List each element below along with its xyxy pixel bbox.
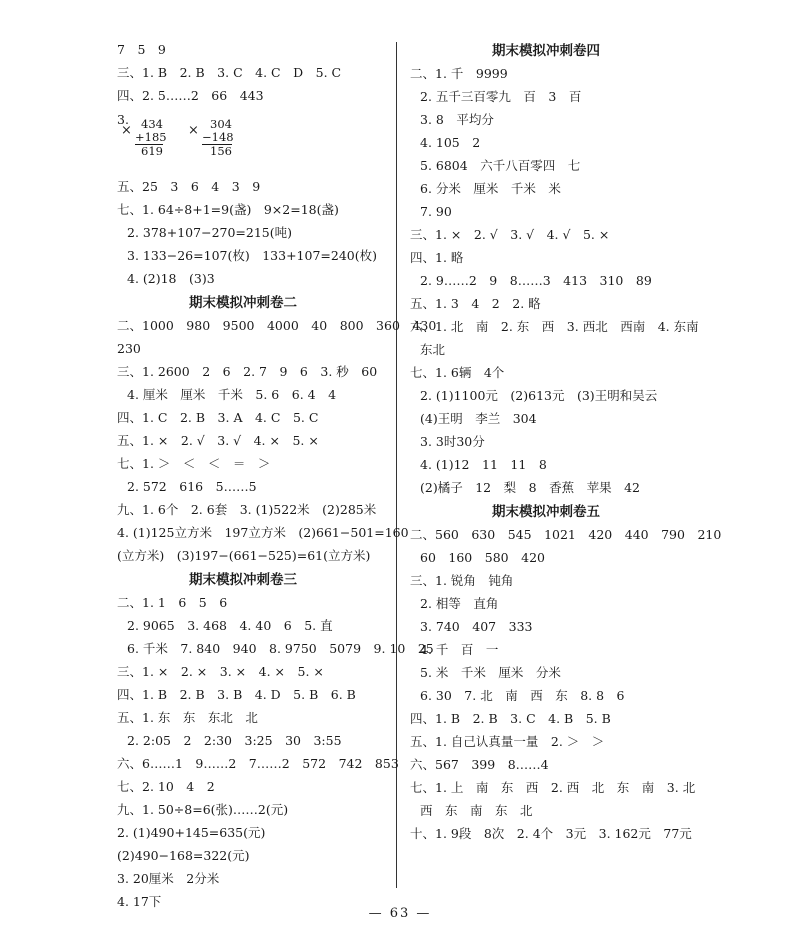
answer-line: 九、1. 50÷8=6(张)……2(元) bbox=[117, 802, 289, 817]
answer-line: 3. 8 平均分 bbox=[420, 112, 494, 127]
calc-sign: × bbox=[188, 123, 199, 138]
answer-line: 3. 133−26=107(枚) 133+107=240(枚) bbox=[127, 248, 378, 263]
answer-line: 2. 相等 直角 bbox=[420, 596, 499, 611]
answer-line: 2. 9065 3. 468 4. 40 6 5. 直 bbox=[127, 618, 333, 633]
answer-line: (立方米) (3)197−(661−525)=61(立方米) bbox=[117, 548, 371, 563]
answer-line: 东北 bbox=[420, 342, 446, 357]
calc-result: 156 bbox=[202, 144, 232, 158]
answer-line: 3. 20厘米 2分米 bbox=[117, 871, 220, 886]
answer-line: 4. 105 2 bbox=[420, 135, 481, 150]
answer-line: 四、1. 略 bbox=[410, 250, 464, 265]
section-title: 期末模拟冲刺卷二 bbox=[189, 295, 297, 311]
answer-line: 三、1. 2600 2 6 2. 7 9 6 3. 秒 60 bbox=[117, 364, 378, 379]
answer-line: 九、1. 6个 2. 6套 3. (1)522米 (2)285米 bbox=[117, 502, 377, 517]
answer-line: 4. (1)12 11 11 8 bbox=[420, 457, 547, 472]
answer-line: 3. 3时30分 bbox=[420, 434, 485, 449]
answer-line: 五、1. 3 4 2 2. 略 bbox=[410, 296, 541, 311]
answer-line: 四、1. B 2. B 3. C 4. B 5. B bbox=[410, 711, 611, 726]
answer-line: 二、1. 1 6 5 6 bbox=[117, 595, 228, 610]
answer-line: 6. 30 7. 北 南 西 东 8. 8 6 bbox=[420, 688, 625, 703]
answer-line: 2. 2:05 2 2:30 3:25 30 3:55 bbox=[127, 733, 342, 748]
calc-operand: +185 bbox=[135, 130, 167, 144]
answer-line: 4. 千 百 一 bbox=[420, 642, 499, 657]
answer-line: 五、1. 自己认真量一量 2. ＞ ＞ bbox=[410, 734, 605, 749]
answer-line: 230 bbox=[117, 341, 141, 356]
answer-line: 2. 9……2 9 8……3 413 310 89 bbox=[420, 273, 652, 288]
answer-line: 2. 五千三百零九 百 3 百 bbox=[420, 89, 582, 104]
answer-line: 7. 90 bbox=[420, 204, 452, 219]
answer-line: 二、1. 千 9999 bbox=[410, 66, 508, 81]
answer-line: 二、560 630 545 1021 420 440 790 210 bbox=[410, 527, 722, 542]
answer-line: 5. 6804 六千八百零四 七 bbox=[420, 158, 581, 173]
section-title: 期末模拟冲刺卷四 bbox=[492, 43, 600, 59]
answer-line: 七、1. ＞ ＜ ＜ ＝ ＞ bbox=[117, 456, 271, 471]
vertical-calculation-2 bbox=[188, 117, 234, 158]
answer-line: (2)橘子 12 梨 8 香蕉 苹果 42 bbox=[420, 480, 640, 495]
answer-line: (2)490−168=322(元) bbox=[117, 848, 250, 863]
answer-line: 西 东 南 东 北 bbox=[420, 803, 533, 818]
answer-line: 五、25 3 6 4 3 9 bbox=[117, 179, 261, 194]
answer-line: 2. (1)1100元 (2)613元 (3)王明和吴云 bbox=[420, 388, 658, 403]
answer-line: 3. 740 407 333 bbox=[420, 619, 533, 634]
answer-line: 七、1. 64÷8+1=9(盏) 9×2=18(盏) bbox=[117, 202, 339, 217]
page-number: — 63 — bbox=[368, 906, 432, 921]
answer-line: 60 160 580 420 bbox=[420, 550, 545, 565]
answer-line: 4. 厘米 厘米 千米 5. 6 6. 4 4 bbox=[127, 387, 337, 402]
section-title: 期末模拟冲刺卷五 bbox=[492, 504, 600, 520]
answer-line: 四、1. C 2. B 3. A 4. C 5. C bbox=[117, 410, 319, 425]
answer-line: 2. 572 616 5……5 bbox=[127, 479, 257, 494]
calc-result: 619 bbox=[135, 144, 163, 158]
calc-operand: −148 bbox=[202, 130, 234, 144]
answer-line: 2. (1)490+145=635(元) bbox=[117, 825, 266, 840]
answer-line: 三、1. 锐角 钝角 bbox=[410, 573, 514, 588]
answer-line: 4. 17下 bbox=[117, 894, 162, 909]
answer-line: 十、1. 9段 8次 2. 4个 3元 3. 162元 77元 bbox=[410, 826, 692, 841]
answer-line: 四、2. 5……2 66 443 bbox=[117, 88, 264, 103]
answer-line: 五、1. × 2. √ 3. √ 4. × 5. × bbox=[117, 433, 319, 448]
answer-line: 四、1. B 2. B 3. B 4. D 5. B 6. B bbox=[117, 687, 356, 702]
answer-line: 5. 米 千米 厘米 分米 bbox=[420, 665, 561, 680]
answer-line: 6. 千米 7. 840 940 8. 9750 5079 9. 10 25 bbox=[127, 641, 434, 656]
answer-line: 七、2. 10 4 2 bbox=[117, 779, 215, 794]
answer-line: 六、6……1 9……2 7……2 572 742 853 bbox=[117, 756, 399, 771]
answer-line: 2. 378+107−270=215(吨) bbox=[127, 225, 293, 240]
answer-line: 6. 分米 厘米 千米 米 bbox=[420, 181, 561, 196]
section-title: 期末模拟冲刺卷三 bbox=[189, 572, 297, 588]
answer-line: 七、1. 上 南 东 西 2. 西 北 东 南 3. 北 bbox=[410, 780, 696, 795]
answer-line: 7 5 9 bbox=[117, 42, 166, 57]
answer-line: 三、1. × 2. × 3. × 4. × 5. × bbox=[117, 664, 324, 679]
answer-line: 三、1. B 2. B 3. C 4. C D 5. C bbox=[117, 65, 342, 80]
answer-line: 五、1. 东 东 东北 北 bbox=[117, 710, 258, 725]
vertical-calculation-1 bbox=[121, 117, 167, 158]
answer-line: 二、1000 980 9500 4000 40 800 360 430 bbox=[117, 318, 437, 333]
answer-line: 六、567 399 8……4 bbox=[410, 757, 549, 772]
answer-line: 七、1. 6辆 4个 bbox=[410, 365, 505, 380]
calc-sign: × bbox=[121, 123, 132, 138]
answer-line: (4)王明 李兰 304 bbox=[420, 411, 537, 426]
answer-line: 4. (2)18 (3)3 bbox=[127, 271, 215, 286]
calc-operand: 434 bbox=[141, 117, 163, 131]
calc-label: 3. bbox=[117, 112, 129, 127]
answer-line: 4. (1)125立方米 197立方米 (2)661−501=160 bbox=[117, 525, 409, 540]
answer-line: 三、1. × 2. √ 3. √ 4. √ 5. × bbox=[410, 227, 610, 242]
answer-line: 六、1. 北 南 2. 东 西 3. 西北 西南 4. 东南 bbox=[410, 319, 699, 334]
calc-operand: 304 bbox=[210, 117, 232, 131]
